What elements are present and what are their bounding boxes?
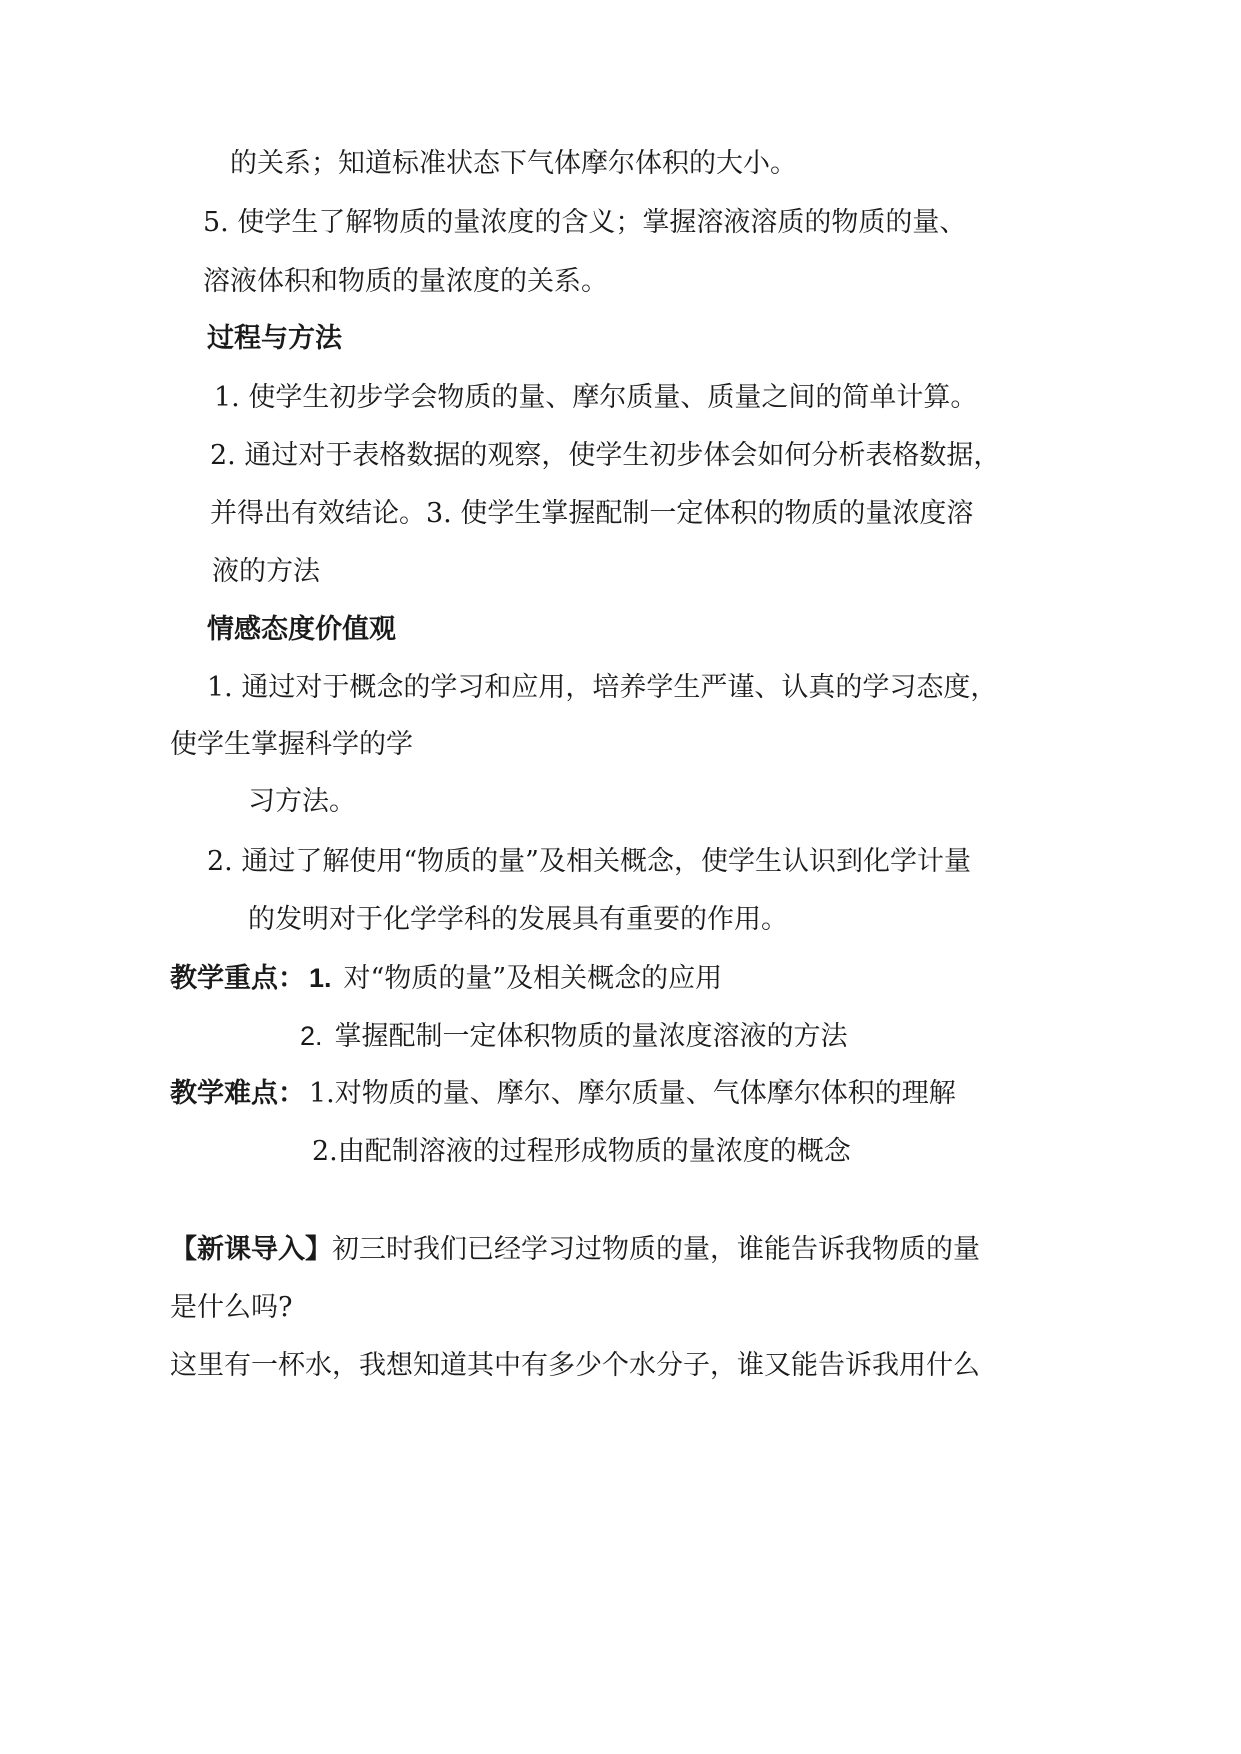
- text-line: 使学生掌握科学的学: [170, 729, 413, 760]
- text-line: 溶液体积和物质的量浓度的关系。: [203, 266, 608, 297]
- key-point-number: 2.: [300, 1021, 323, 1051]
- text-line: 习方法。: [248, 786, 356, 817]
- key-point-text: 对“物质的量”及相关概念的应用: [343, 963, 723, 994]
- intro-label: 【新课导入】: [170, 1234, 332, 1265]
- text-line: 5. 使学生了解物质的量浓度的含义；掌握溶液溶质的物质的量、: [203, 207, 967, 238]
- intro-row: [170, 1232, 980, 1268]
- text-line: 的关系；知道标准状态下气体摩尔体积的大小。: [230, 148, 797, 179]
- text-line: 液的方法: [212, 556, 320, 587]
- key-points-label: 教学重点：: [170, 963, 305, 994]
- text-line: 的发明对于化学学科的发展具有重要的作用。: [248, 904, 788, 935]
- section-heading-emotion: 情感态度价值观: [207, 614, 396, 645]
- key-points-row-2: [300, 1018, 848, 1055]
- text-line: 这里有一杯水，我想知道其中有多少个水分子，谁又能告诉我用什么: [170, 1350, 980, 1381]
- text-line: 是什么吗?: [170, 1292, 293, 1323]
- difficulties-row-1: [170, 1076, 956, 1112]
- key-point-number: 1.: [309, 963, 332, 993]
- intro-text: 初三时我们已经学习过物质的量，谁能告诉我物质的量: [332, 1234, 980, 1265]
- text-line: 并得出有效结论。3. 使学生掌握配制一定体积的物质的量浓度溶: [210, 498, 974, 529]
- text-line: 1. 使学生初步学会物质的量、摩尔质量、质量之间的简单计算。: [214, 382, 978, 413]
- difficulties-row-2: [312, 1134, 851, 1170]
- difficulties-label: 教学难点：: [170, 1078, 305, 1109]
- section-heading-process: 过程与方法: [207, 323, 342, 354]
- text-line: 2. 通过了解使用“物质的量”及相关概念，使学生认识到化学计量: [207, 846, 971, 877]
- key-points-row-1: [170, 960, 722, 997]
- difficulty-text: 2.由配制溶液的过程形成物质的量浓度的概念: [312, 1136, 851, 1167]
- text-line: 2. 通过对于表格数据的观察，使学生初步体会如何分析表格数据，: [210, 440, 1001, 471]
- key-point-text: 掌握配制一定体积物质的量浓度溶液的方法: [334, 1021, 848, 1052]
- difficulty-text: 1.对物质的量、摩尔、摩尔质量、气体摩尔体积的理解: [309, 1078, 956, 1109]
- text-line: 1. 通过对于概念的学习和应用，培养学生严谨、认真的学习态度，: [207, 672, 998, 703]
